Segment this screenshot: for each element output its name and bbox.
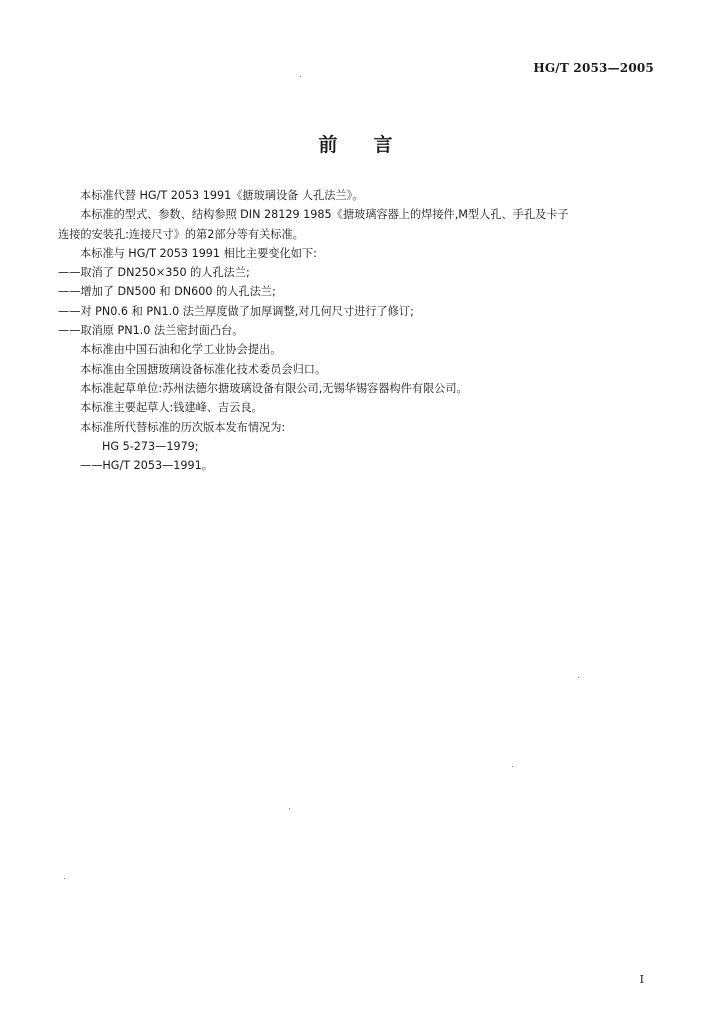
paragraph-reference-line-1: 本标准的型式、参数、结构参照 DIN 28129 1985《搪玻璃容器上的焊接件,M型人孔、手孔及卡子 — [80, 208, 569, 222]
paragraph-drafting-units: 本标准起草单位:苏州法德尔搪玻璃设备有限公司,无锡华锡容器构件有限公司。 — [80, 381, 468, 395]
page-number: I — [639, 973, 644, 986]
change-item: ——增加了 DN500 和 DN600 的人孔法兰; — [58, 285, 276, 299]
paragraph-reference-line-2: 连接的安装孔:连接尺寸》的第2部分等有关标准。 — [58, 227, 304, 241]
paragraph-committee: 本标准由全国搪玻璃设备标准化技术委员会归口。 — [80, 362, 327, 376]
history-item: ——HG/T 2053—1991。 — [80, 459, 213, 473]
history-item: HG 5-273—1979; — [102, 439, 199, 453]
scan-speck — [64, 878, 65, 879]
paragraph-drafters: 本标准主要起草人:钱建峰、吉云良。 — [80, 401, 263, 415]
change-item: ——对 PN0.6 和 PN1.0 法兰厚度做了加厚调整,对几何尺寸进行了修订; — [58, 304, 414, 318]
scan-speck — [512, 766, 513, 767]
standard-code: HG/T 2053—2005 — [533, 61, 654, 75]
paragraph-history-intro: 本标准所代替标准的历次版本发布情况为: — [80, 420, 286, 434]
page-title: 前言 — [318, 134, 429, 156]
scan-speck — [578, 677, 579, 678]
change-item: ——取消原 PN1.0 法兰密封面凸台。 — [58, 324, 244, 338]
paragraph-changes-intro: 本标准与 HG/T 2053 1991 相比主要变化如下: — [80, 246, 317, 260]
paragraph-proposer: 本标准由中国石油和化学工业协会提出。 — [80, 343, 282, 357]
paragraph-replaces: 本标准代替 HG/T 2053 1991《搪玻璃设备 人孔法兰》。 — [80, 189, 364, 202]
change-item: ——取消了 DN250×350 的人孔法兰; — [58, 266, 250, 280]
foreword-body — [58, 186, 654, 475]
scan-speck — [300, 76, 301, 77]
scan-speck — [289, 808, 290, 809]
